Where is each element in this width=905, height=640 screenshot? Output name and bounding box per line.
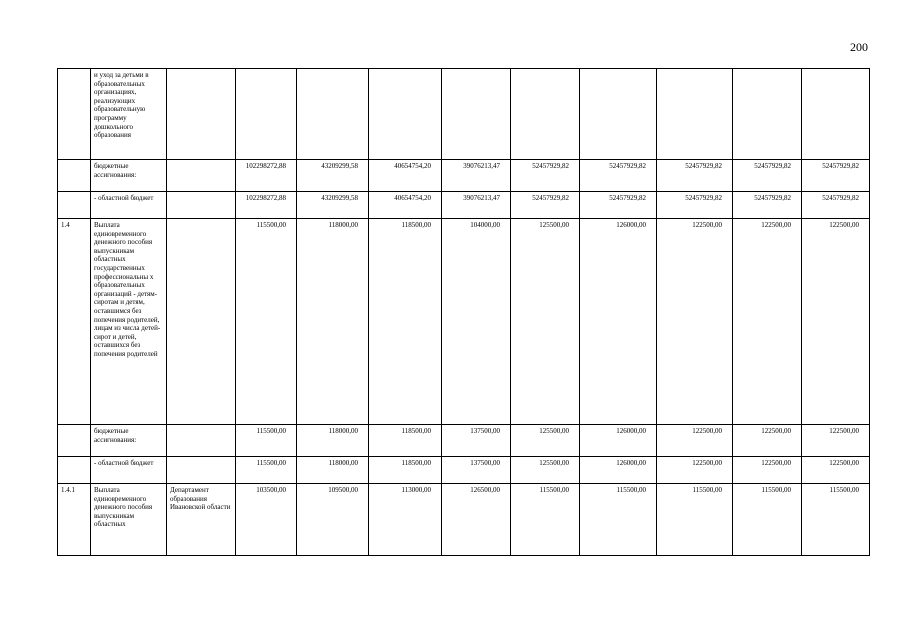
value-cell: 118000,00	[297, 457, 369, 484]
value-cell: 103500,00	[236, 484, 297, 556]
row-executor	[167, 457, 236, 484]
value-cell: 122500,00	[802, 219, 870, 425]
value-cell: 115500,00	[733, 484, 802, 556]
value-cell	[442, 69, 511, 160]
row-name: Выплата единовременного денежного пособия выпускникам областных	[91, 484, 167, 556]
value-cell: 52457929,82	[511, 192, 580, 219]
value-cell	[236, 69, 297, 160]
value-cell: 52457929,82	[657, 192, 733, 219]
table-row	[58, 69, 870, 160]
row-number	[58, 192, 91, 219]
row-executor	[167, 160, 236, 192]
value-cell: 115500,00	[236, 457, 297, 484]
value-cell: 52457929,82	[511, 160, 580, 192]
row-name: - областной бюджет	[91, 192, 167, 219]
table-row	[58, 425, 870, 457]
budget-table	[57, 68, 870, 556]
value-cell: 115500,00	[511, 484, 580, 556]
value-cell: 122500,00	[657, 425, 733, 457]
value-cell	[369, 69, 442, 160]
value-cell: 122500,00	[733, 425, 802, 457]
row-executor	[167, 69, 236, 160]
value-cell: 104000,00	[442, 219, 511, 425]
value-cell: 52457929,82	[733, 192, 802, 219]
row-number	[58, 425, 91, 457]
value-cell: 115500,00	[657, 484, 733, 556]
table-row	[58, 219, 870, 425]
value-cell	[657, 69, 733, 160]
table-row	[58, 457, 870, 484]
value-cell: 52457929,82	[580, 192, 657, 219]
value-cell: 39076213,47	[442, 192, 511, 219]
value-cell	[511, 69, 580, 160]
value-cell	[297, 69, 369, 160]
table-row	[58, 484, 870, 556]
row-executor: Департамент образования Ивановской области	[167, 484, 236, 556]
value-cell: 125500,00	[511, 457, 580, 484]
value-cell	[802, 69, 870, 160]
row-number	[58, 160, 91, 192]
row-name: Выплата единовременного денежного пособия выпускникам областных государственных профессиональны х образовательных организаций - детям-сиротам и детям, оставшимся без попечения родителей, лицам из числа детей-сирот и детей, оставшихся без попечения родителей	[91, 219, 167, 425]
value-cell: 115500,00	[802, 484, 870, 556]
value-cell: 52457929,82	[733, 160, 802, 192]
value-cell	[580, 69, 657, 160]
value-cell: 122500,00	[733, 219, 802, 425]
value-cell: 115500,00	[236, 425, 297, 457]
row-name: - областной бюджет	[91, 457, 167, 484]
row-name: бюджетные ассигнования:	[91, 160, 167, 192]
value-cell: 43209299,58	[297, 160, 369, 192]
value-cell: 39076213,47	[442, 160, 511, 192]
row-number	[58, 457, 91, 484]
value-cell: 122500,00	[802, 425, 870, 457]
value-cell: 52457929,82	[657, 160, 733, 192]
value-cell: 113000,00	[369, 484, 442, 556]
value-cell: 126000,00	[580, 457, 657, 484]
value-cell: 126000,00	[580, 425, 657, 457]
row-name: и уход за детьми в образовательных организациях, реализующих образовательную программу дошкольного образования	[91, 69, 167, 160]
value-cell: 43209299,58	[297, 192, 369, 219]
value-cell: 126500,00	[442, 484, 511, 556]
value-cell: 52457929,82	[802, 192, 870, 219]
value-cell: 102298272,88	[236, 192, 297, 219]
row-number: 1.4	[58, 219, 91, 425]
table-row	[58, 160, 870, 192]
value-cell: 102298272,88	[236, 160, 297, 192]
value-cell: 137500,00	[442, 425, 511, 457]
table-row	[58, 192, 870, 219]
value-cell: 118500,00	[369, 425, 442, 457]
value-cell: 126000,00	[580, 219, 657, 425]
value-cell: 118500,00	[369, 219, 442, 425]
value-cell: 125500,00	[511, 425, 580, 457]
row-executor	[167, 425, 236, 457]
value-cell: 122500,00	[733, 457, 802, 484]
value-cell: 122500,00	[657, 219, 733, 425]
value-cell: 109500,00	[297, 484, 369, 556]
value-cell: 122500,00	[802, 457, 870, 484]
value-cell: 125500,00	[511, 219, 580, 425]
value-cell: 40654754,20	[369, 192, 442, 219]
value-cell: 115500,00	[580, 484, 657, 556]
value-cell: 115500,00	[236, 219, 297, 425]
row-executor	[167, 192, 236, 219]
row-number	[58, 69, 91, 160]
value-cell: 122500,00	[657, 457, 733, 484]
row-executor	[167, 219, 236, 425]
page-number: 200	[850, 40, 868, 54]
value-cell	[733, 69, 802, 160]
value-cell: 137500,00	[442, 457, 511, 484]
row-name: бюджетные ассигнования:	[91, 425, 167, 457]
row-number: 1.4.1	[58, 484, 91, 556]
value-cell: 52457929,82	[580, 160, 657, 192]
value-cell: 118000,00	[297, 219, 369, 425]
value-cell: 118000,00	[297, 425, 369, 457]
value-cell: 118500,00	[369, 457, 442, 484]
value-cell: 40654754,20	[369, 160, 442, 192]
value-cell: 52457929,82	[802, 160, 870, 192]
